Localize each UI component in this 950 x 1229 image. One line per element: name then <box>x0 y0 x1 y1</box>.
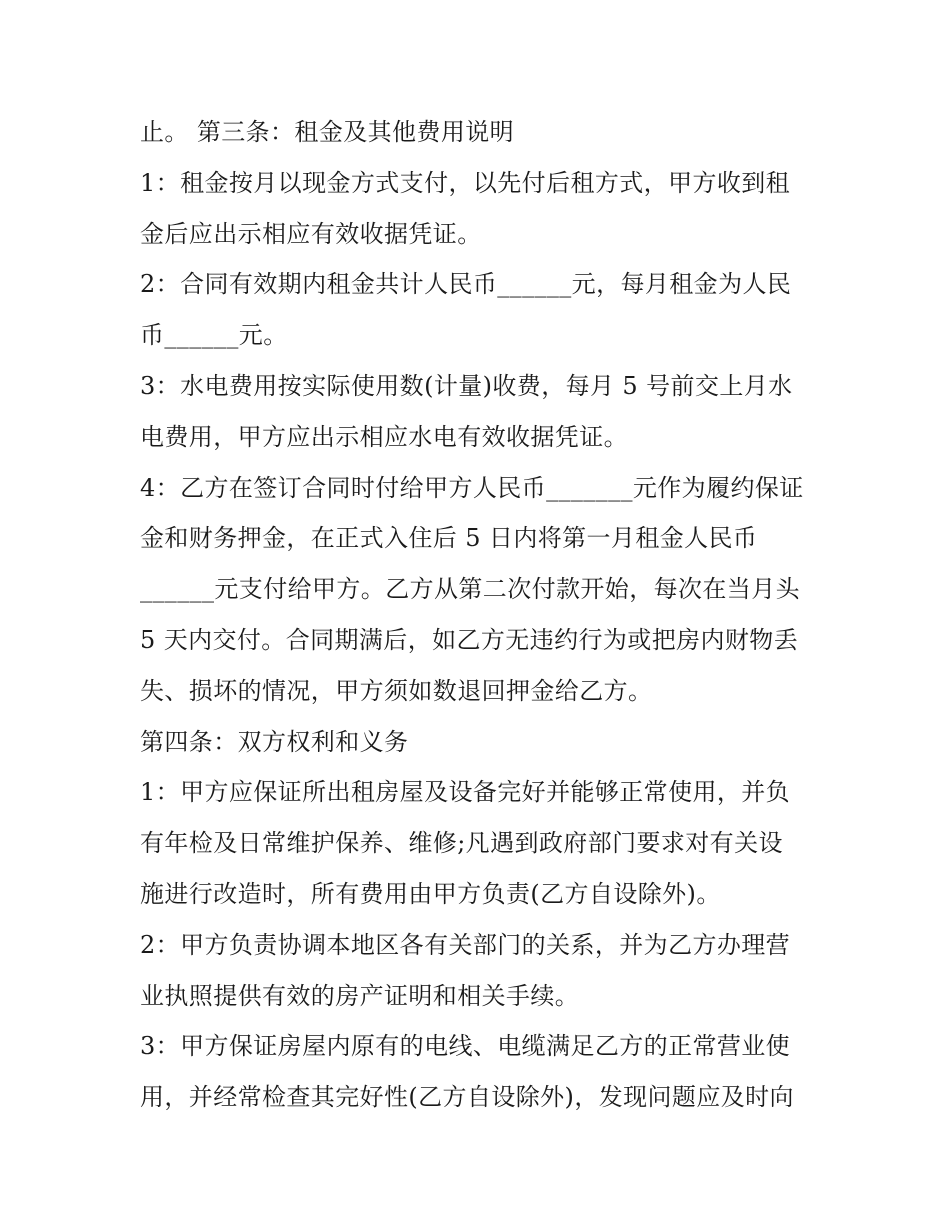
text-line: 2：甲方负责协调本地区各有关部门的关系，并为乙方办理营 <box>140 930 791 959</box>
text-line: 用，并经常检查其完好性(乙方自设除外)，发现问题应及时向 <box>140 1083 794 1112</box>
text-line: ______元支付给甲方。乙方从第二次付款开始，每次在当月头 <box>140 575 800 604</box>
text-line: 止。 第三条：租金及其他费用说明 <box>140 118 515 146</box>
text-line: 失、损坏的情况，甲方须如数退回押金给乙方。 <box>140 676 653 705</box>
text-line: 金和财务押金，在正式入住后 5 日内将第一月租金人民币 <box>140 524 758 553</box>
text-line: 1：甲方应保证所出租房屋及设备完好并能够正常使用，并负 <box>140 778 791 807</box>
text-line: 4：乙方在签订合同时付给甲方人民币_______元作为履约保证 <box>140 473 804 502</box>
text-line: 有年检及日常维护保养、维修;凡遇到政府部门要求对有关设 <box>140 829 783 858</box>
text-line: 3：水电费用按实际使用数(计量)收费，每月 5 号前交上月水 <box>140 371 793 400</box>
section-heading: 第四条：双方权利和义务 <box>140 727 409 756</box>
text-line: 金后应出示相应有效收据凭证。 <box>140 219 482 248</box>
text-line: 1：租金按月以现金方式支付，以先付后租方式，甲方收到租 <box>140 168 791 197</box>
document-body <box>140 107 820 1123</box>
text-line: 5 天内交付。合同期满后，如乙方无违约行为或把房内财物丢 <box>140 625 799 654</box>
text-line: 业执照提供有效的房产证明和相关手续。 <box>140 981 580 1010</box>
text-line: 施进行改造时，所有费用由甲方负责(乙方自设除外)。 <box>140 879 721 908</box>
text-line: 币______元。 <box>140 321 288 350</box>
text-line: 2：合同有效期内租金共计人民币______元，每月租金为人民 <box>140 270 792 299</box>
text-line: 3：甲方保证房屋内原有的电线、电缆满足乙方的正常营业使 <box>140 1032 791 1061</box>
text-line: 电费用，甲方应出示相应水电有效收据凭证。 <box>140 422 628 451</box>
